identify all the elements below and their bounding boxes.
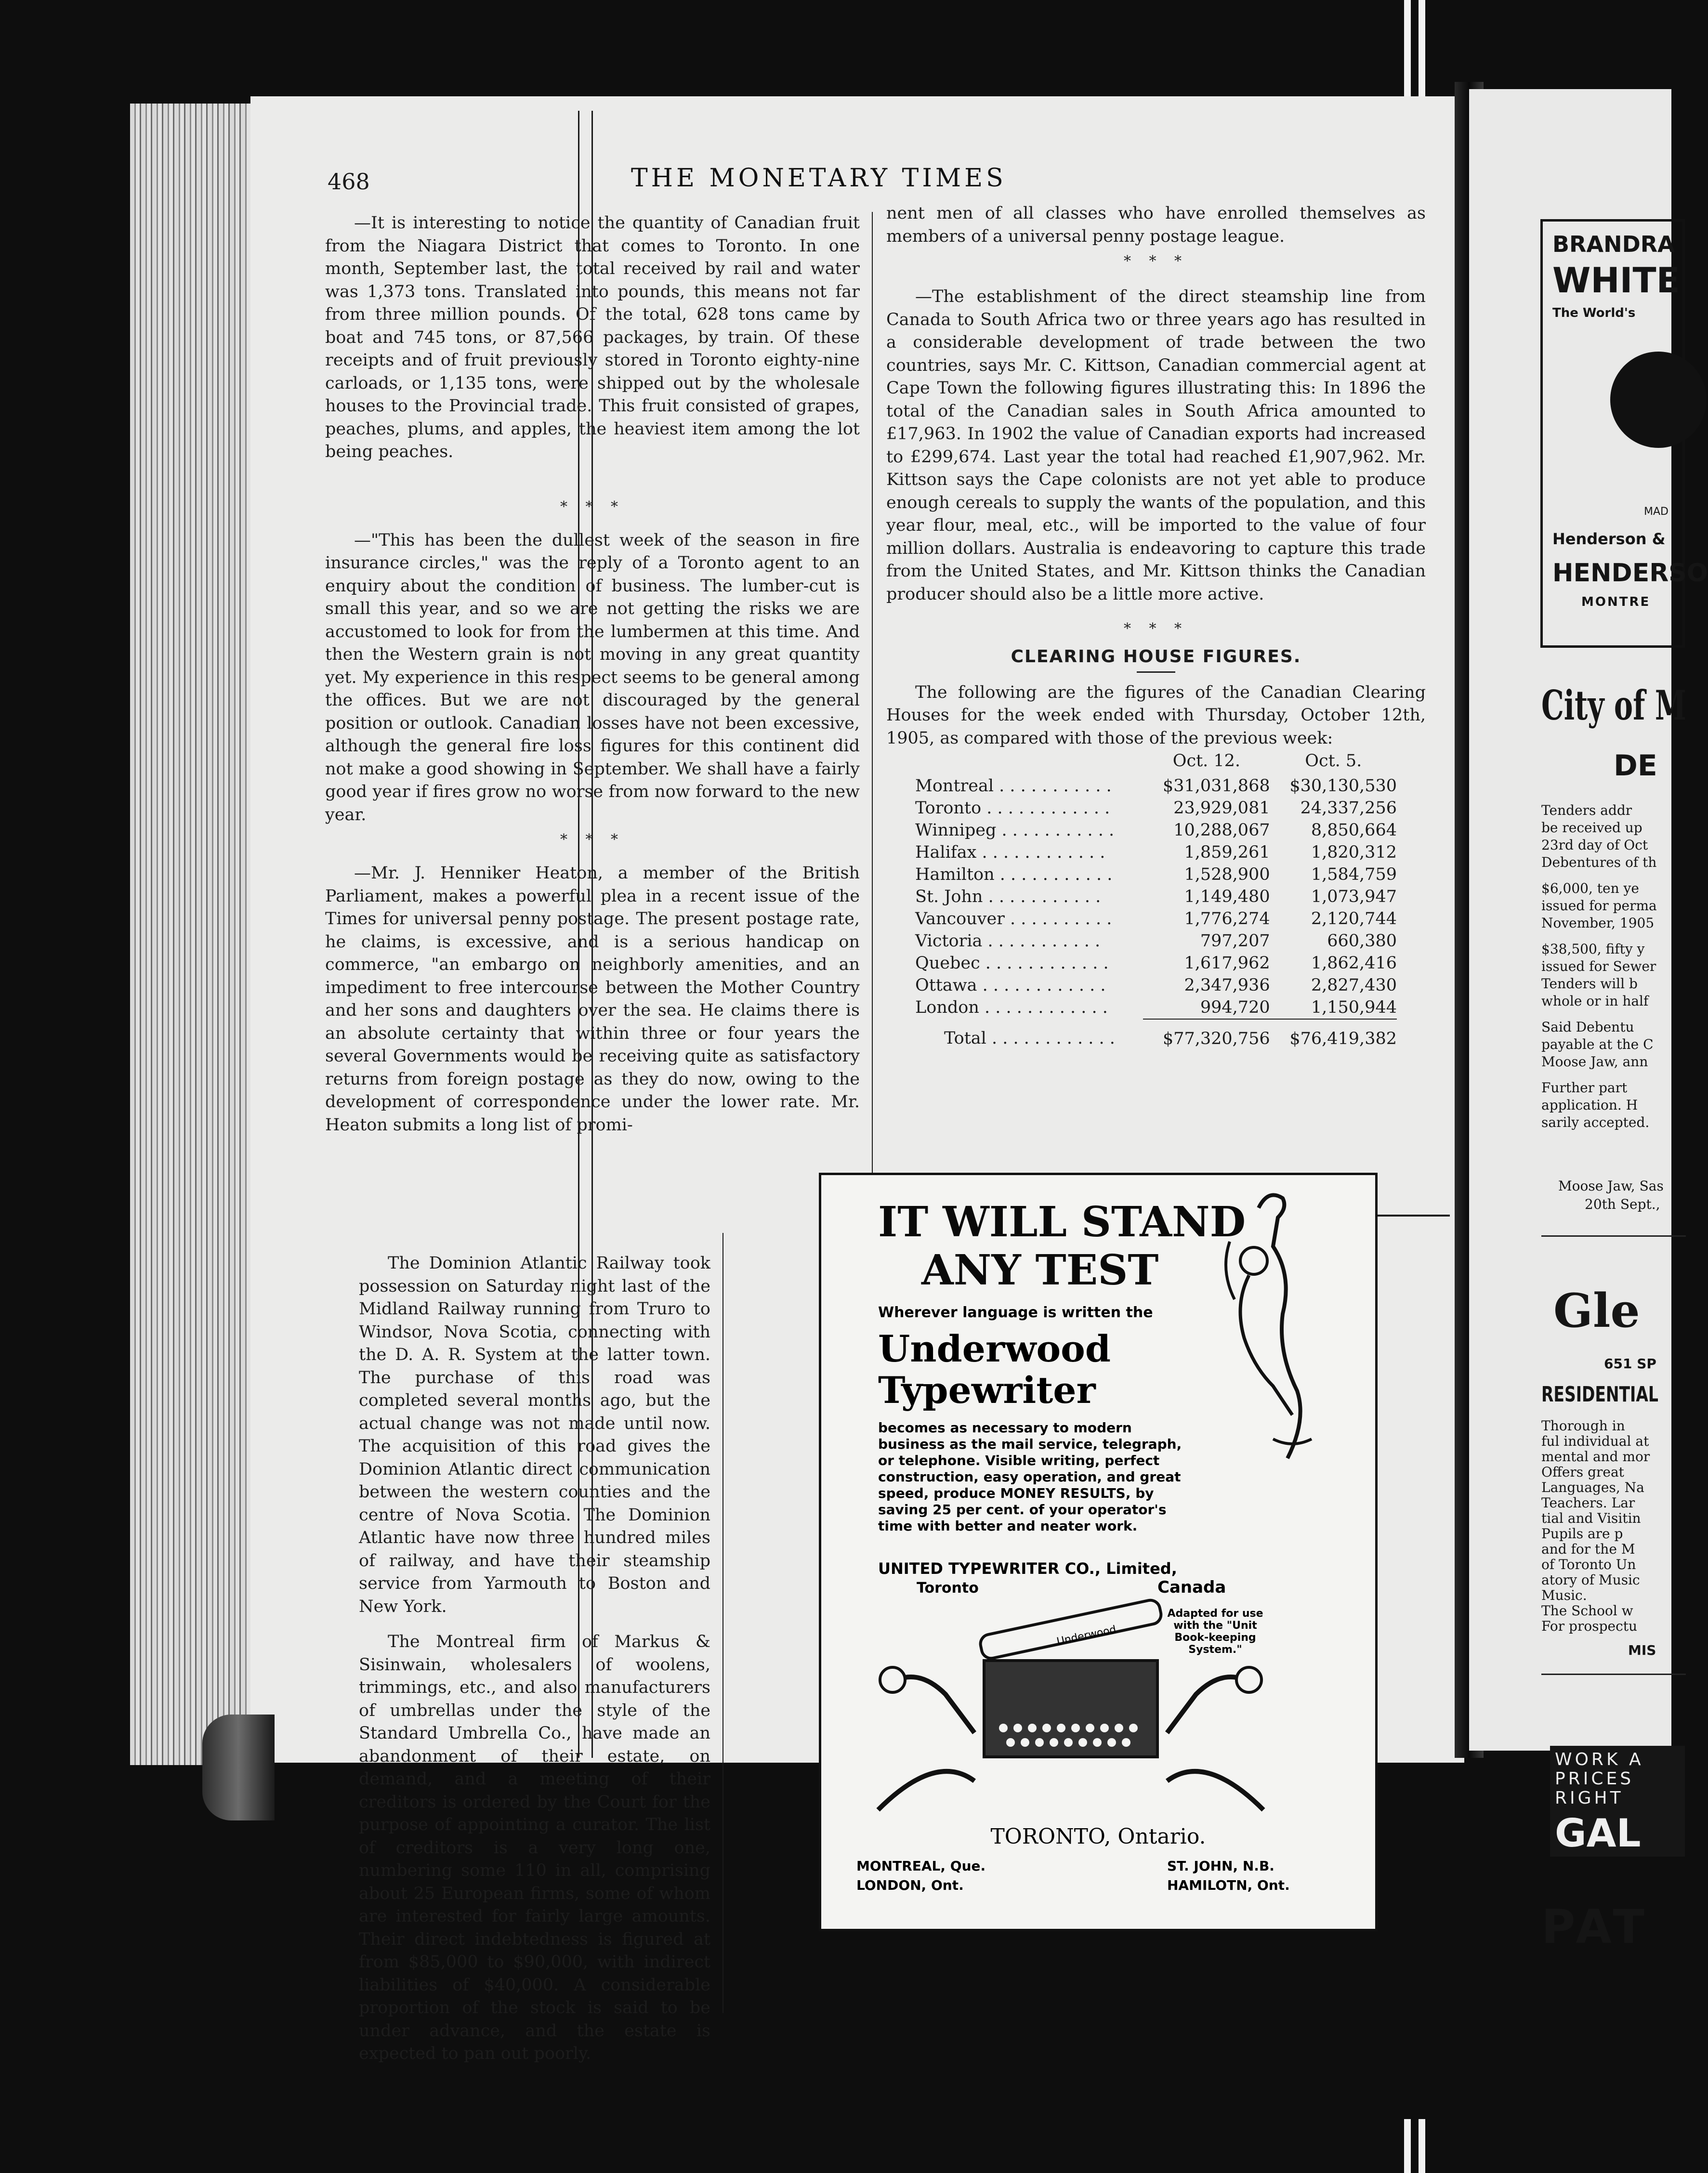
scan-artifact-bar [1419, 2119, 1425, 2173]
text-line: Debentures of th [1541, 854, 1657, 870]
text-line: issued for Sewer [1541, 958, 1656, 974]
scan-artifact-bar [1404, 2119, 1411, 2173]
section-stars: * * * [560, 498, 625, 515]
article-fruit: —It is interesting to notice the quantity of Canadian fruit from the Niagara District that comes to Toronto. In one month, September last, the total received by rail and water was 1,373 tons. Translated into pounds, this means not far from three million pounds. Of the total, 628 tons came by boat and 745 tons, or 87,566 packages, by train. Of these receipts and of fruit previously stored in Toronto eighty-nine carloads, or 1,135 tons, were shipped out by the wholesale houses to the Provincial trade. This fruit consisted of grapes, peaches, plums, and apples, the heaviest item among the lot being peaches. [325, 213, 860, 461]
ad-divider [1541, 1235, 1686, 1237]
city-debentures-text [1541, 802, 1657, 1131]
text-line: Teachers. Lar [1541, 1495, 1635, 1511]
article-postage: —Mr. J. Henniker Heaton, a member of the British Parliament, makes a powerful plea in a recent issue of the Times for universal penny postage. The present postage rate, he claims, is excessive, and is a serious handicap on commerce, "an embargo on neighborly amenities, and an impediment to free intercourse between the Mother Country and her sons and daughters over the sea. He claims there is an absolute certainty that within three or four years the several Governments would be receiving quite as satisfactory returns from foreign postage as they do now, owing to the development of correspondence under the lower rate. Mr. Heaton submits a long list of promi- [325, 864, 860, 1135]
page-clip [202, 1715, 275, 1820]
mercury-figure-illustration [1177, 1189, 1331, 1468]
text-line: atory of Music [1541, 1572, 1640, 1588]
text-line [1541, 1010, 1657, 1019]
school-title: Gle [1553, 1283, 1640, 1338]
ad-footer-branch: ST. JOHN, N.B. [1167, 1858, 1274, 1874]
book-page-edges [130, 104, 255, 1765]
ad-line: WHITE [1552, 260, 1680, 301]
clearing-value: 660,380 [1327, 931, 1397, 951]
text-line: Thorough in [1541, 1418, 1625, 1434]
ad-headline-line2: ANY TEST [921, 1246, 1159, 1295]
school-address: 651 SP [1604, 1356, 1656, 1372]
clearing-total-label: Total . . . . . . . . . . . . [944, 1029, 1115, 1048]
underwood-advertisement [819, 1173, 1378, 1931]
clearing-house-table [915, 750, 1397, 1050]
city-debentures-title: City of M [1541, 681, 1687, 729]
school-subtitle: RESIDENTIAL [1541, 1382, 1658, 1407]
page-number: 468 [328, 169, 370, 195]
ad-city: Toronto [917, 1580, 979, 1597]
ad-body: becomes as necessary to modern business as the mail service, telegraph, or telephone. Visible writing, perfect construction, easy operation, and great speed, produce MONEY RESULTS, by saving 25 per cent. of your operator's time with better and neater work. [878, 1420, 1182, 1534]
clearing-city: Quebec . . . . . . . . . . . . [915, 953, 1109, 973]
text-line: be received up [1541, 820, 1642, 836]
brandram-advertisement [1540, 219, 1708, 648]
text-line: Further part [1541, 1080, 1628, 1096]
text-line [1541, 932, 1657, 941]
text-line: issued for perma [1541, 898, 1657, 914]
clearing-row [915, 908, 1397, 930]
clearing-value: 797,207 [1200, 931, 1270, 951]
clearing-row [915, 930, 1397, 952]
clearing-value: 1,859,261 [1184, 842, 1270, 862]
city-debentures-subtitle: DE [1614, 749, 1657, 783]
clearing-value: 1,150,944 [1311, 997, 1397, 1017]
article-railway: The Dominion Atlantic Railway took possession on Saturday night last of the Midland Railway running from Truro to Windsor, Nova Scotia, connecting with the D. A. R. System at the latter town. The purchase of this road was completed several months ago, but the actual change was not made until now. The acquisition of this road gives the Dominion Atlantic direct communication between the western counties and the centre of Nova Scotia. The Dominion Atlantic have now three hundred miles of railway, and have their steamship service from Yarmouth to Boston and New York. [359, 1254, 710, 1616]
ad-line: RIGHT [1555, 1788, 1624, 1808]
title-rule [1137, 671, 1175, 673]
right-column [886, 202, 1426, 1050]
clearing-total-value: $77,320,756 [1143, 1019, 1270, 1050]
clearing-value: 1,149,480 [1184, 887, 1270, 906]
clearing-row [915, 864, 1397, 886]
clearing-house-intro: The following are the figures of the Canadian Clearing Houses for the week ended with Thursday, October 12th, 1905, as compared with those of the previous week: [886, 682, 1426, 748]
scan-artifact-bar [1419, 0, 1425, 96]
ad-subhead: Wherever language is written the [878, 1304, 1153, 1321]
clearing-value: 994,720 [1200, 997, 1270, 1017]
column-header: Oct. 12. [1172, 751, 1241, 771]
ad-country: Canada [1157, 1578, 1226, 1597]
clearing-city: Vancouver . . . . . . . . . . [915, 909, 1112, 929]
ad-footer-branch: HAMILOTN, Ont. [1167, 1877, 1290, 1893]
typewriter-label: Underwood [1055, 1623, 1117, 1648]
text-line: Moose Jaw, ann [1541, 1054, 1648, 1070]
clearing-value: 1,776,274 [1184, 909, 1270, 929]
clearing-value: 23,929,081 [1173, 798, 1270, 818]
ad-product-name [878, 1328, 1111, 1411]
ad-product-line2: Typewriter [878, 1369, 1096, 1412]
clearing-city: Hamilton . . . . . . . . . . . [915, 864, 1113, 884]
clearing-city: Victoria . . . . . . . . . . . [915, 931, 1101, 951]
text-line: Tenders addr [1541, 802, 1632, 818]
text-line: Languages, Na [1541, 1479, 1644, 1495]
clearing-value: 10,288,067 [1173, 820, 1270, 840]
clearing-value: 2,120,744 [1311, 909, 1397, 929]
clearing-value: 1,584,759 [1311, 864, 1397, 884]
clearing-value: $30,130,530 [1289, 776, 1397, 796]
clearing-row [915, 775, 1397, 797]
article-insurance: —"This has been the dullest week of the season in fire insurance circles," was the reply of a Toronto agent to an enquiry about the condition of business. The lumber-cut is small this year, and so we are not getting the risks we are accustomed to look for from the lumbermen at this time. And then the Western grain is not moving in any great quantity yet. My experience in this respect seems to be general among the offices. But we are not discouraged by the general position or outlook. Canadian losses have not been excessive, although the general fire loss figures for this continent did not make a good showing in September. We shall have a fairly good year if fires grow no worse from now forward to the new year. [325, 530, 860, 825]
ad-line: PRICES [1555, 1769, 1634, 1789]
text-line: November, 1905 [1541, 915, 1655, 931]
ad-line: GAL [1555, 1811, 1641, 1856]
clearing-city: Ottawa . . . . . . . . . . . . [915, 975, 1106, 995]
text-line: $38,500, fifty y [1541, 941, 1645, 957]
clearing-city: Halifax . . . . . . . . . . . . [915, 842, 1105, 862]
ad-divider [1541, 1674, 1686, 1675]
ad-footer-branch: MONTREAL, Que. [856, 1858, 986, 1874]
text-line: whole or in half [1541, 993, 1649, 1009]
clearing-total-value: $76,419,382 [1270, 1019, 1397, 1050]
left-column [325, 212, 860, 1137]
column-divider [872, 212, 873, 1209]
text-line: Tenders will b [1541, 976, 1638, 992]
clearing-city: St. John . . . . . . . . . . . [915, 887, 1101, 906]
clearing-row [915, 819, 1397, 841]
text-line [1541, 1071, 1657, 1079]
clearing-row [915, 996, 1397, 1019]
ad-line: Henderson & [1552, 530, 1666, 548]
work-advertisement [1550, 1746, 1685, 1857]
ad-line: The World's [1552, 306, 1636, 320]
clearing-row [915, 974, 1397, 996]
bottom-column [359, 1252, 710, 2066]
school-text [1541, 1418, 1650, 1634]
city-signature: Moose Jaw, Sas [1558, 1178, 1664, 1194]
text-line: For prospectu [1541, 1618, 1638, 1634]
column-header: Oct. 5. [1305, 751, 1362, 771]
clearing-row [915, 797, 1397, 819]
clearing-value: 1,073,947 [1311, 887, 1397, 906]
pat-advertisement: PAT [1541, 1900, 1649, 1954]
clearing-value: 2,827,430 [1311, 975, 1397, 995]
ad-line: MAD [1644, 506, 1669, 518]
section-stars: * * * [1123, 620, 1189, 637]
clearing-city: Montreal . . . . . . . . . . . [915, 776, 1112, 796]
text-line: payable at the C [1541, 1036, 1654, 1052]
right-page [1469, 89, 1708, 1954]
clearing-value: 2,347,936 [1184, 975, 1270, 995]
text-line: $6,000, ten ye [1541, 880, 1639, 896]
ad-footer-city: TORONTO, Ontario. [990, 1824, 1206, 1849]
clearing-value: 1,528,900 [1184, 864, 1270, 884]
clearing-total-row [915, 1019, 1397, 1050]
clearing-value: 24,337,256 [1300, 798, 1397, 818]
ad-product-line1: Underwood [878, 1327, 1111, 1370]
text-line: mental and mor [1541, 1449, 1650, 1465]
text-line: ful individual at [1541, 1433, 1649, 1449]
text-line [1541, 871, 1657, 880]
clearing-city: London . . . . . . . . . . . . [915, 998, 1108, 1017]
clearing-value: 8,850,664 [1311, 820, 1397, 840]
text-line: application. H [1541, 1097, 1638, 1113]
running-head: THE MONETARY TIMES [631, 164, 1007, 193]
section-stars: * * * [1123, 253, 1189, 270]
section-stars: * * * [560, 831, 625, 848]
text-line: Offers great [1541, 1464, 1624, 1480]
clearing-value: $31,031,868 [1162, 776, 1270, 796]
city-signature: 20th Sept., [1585, 1196, 1660, 1212]
clearing-row [915, 841, 1397, 864]
text-line: sarily accepted. [1541, 1114, 1650, 1130]
clearing-city: Toronto . . . . . . . . . . . . [915, 798, 1110, 818]
left-page [250, 96, 1464, 2063]
clearing-house-title: CLEARING HOUSE FIGURES. [1011, 647, 1301, 667]
text-line: Pupils are p [1541, 1526, 1623, 1542]
ad-line: HENDERSO [1552, 559, 1708, 588]
text-line: tial and Visitin [1541, 1510, 1641, 1526]
clearing-value: 1,862,416 [1311, 953, 1397, 973]
ad-company: UNITED TYPEWRITER CO., Limited, [878, 1559, 1177, 1578]
text-line: 23rd day of Oct [1541, 837, 1648, 853]
ad-headline-line1: IT WILL STAND [878, 1198, 1246, 1246]
scan-artifact-bar [1404, 0, 1411, 96]
text-line: and for the M [1541, 1541, 1635, 1557]
text-line: The School w [1541, 1603, 1633, 1619]
brand-seal-icon [1610, 352, 1707, 448]
article-markus: The Montreal firm of Markus & Sisinwain, wholesalers of woolens, trimmings, etc., and also manufacturers of umbrellas under the style of the Standard Umbrella Co., have made an abandonment of their estate, on demand, and a meeting of their creditors is ordered by the Court for the purpose of appointing a curator. The list of creditors is a very long one, numbering some 110 in all, comprising about 25 European firms, some of whom are interested for fairly large amounts. Their direct indebtedness is figured at from $85,000 to $90,000, with indirect liabilities of $40,000. A considerable proportion of the stock is said to be under advance, and the estate is expected to pan out poorly. [359, 1632, 710, 2063]
clearing-row [915, 952, 1397, 974]
clearing-city: Winnipeg . . . . . . . . . . . [915, 820, 1115, 840]
ad-line: MONTRE [1581, 595, 1651, 609]
ad-line: WORK A [1555, 1750, 1644, 1769]
clearing-value: 1,617,962 [1184, 953, 1270, 973]
article-postage-cont: nent men of all classes who have enrolled themselves as members of a universal penny postage league. [886, 204, 1426, 246]
school-signature: MIS [1628, 1642, 1656, 1658]
ad-line: BRANDRA [1552, 231, 1675, 257]
ad-footer-branch: LONDON, Ont. [856, 1877, 964, 1893]
text-line: Said Debentu [1541, 1019, 1634, 1035]
ad-note: Adapted for use with the "Unit Book-keeping System." [1167, 1608, 1263, 1656]
text-line: of Toronto Un [1541, 1557, 1636, 1572]
text-line: Music. [1541, 1587, 1587, 1603]
clearing-row [915, 886, 1397, 908]
article-south-africa: —The establishment of the direct steamship line from Canada to South Africa two or three years ago has resulted in a considerable development of trade between the two countries, says Mr. C. Kittson, Canadian commercial agent at Cape Town the following figures illustrating this: In 1896 the total of the Canadian sales in South Africa amounted to £17,963. In 1902 the value of Canadian exports had increased to £299,674. Last year the total had reached £1,907,962. Mr. Kittson says the Cape colonists are not yet able to produce enough cereals to supply the wants of the population, and this year flour, meal, etc., will be imported to the value of four million dollars. Australia is endeavoring to capture this trade from the United States, and Mr. Kittson thinks the Canadian producer should also be a little more active. [886, 287, 1426, 604]
clearing-value: 1,820,312 [1311, 842, 1397, 862]
